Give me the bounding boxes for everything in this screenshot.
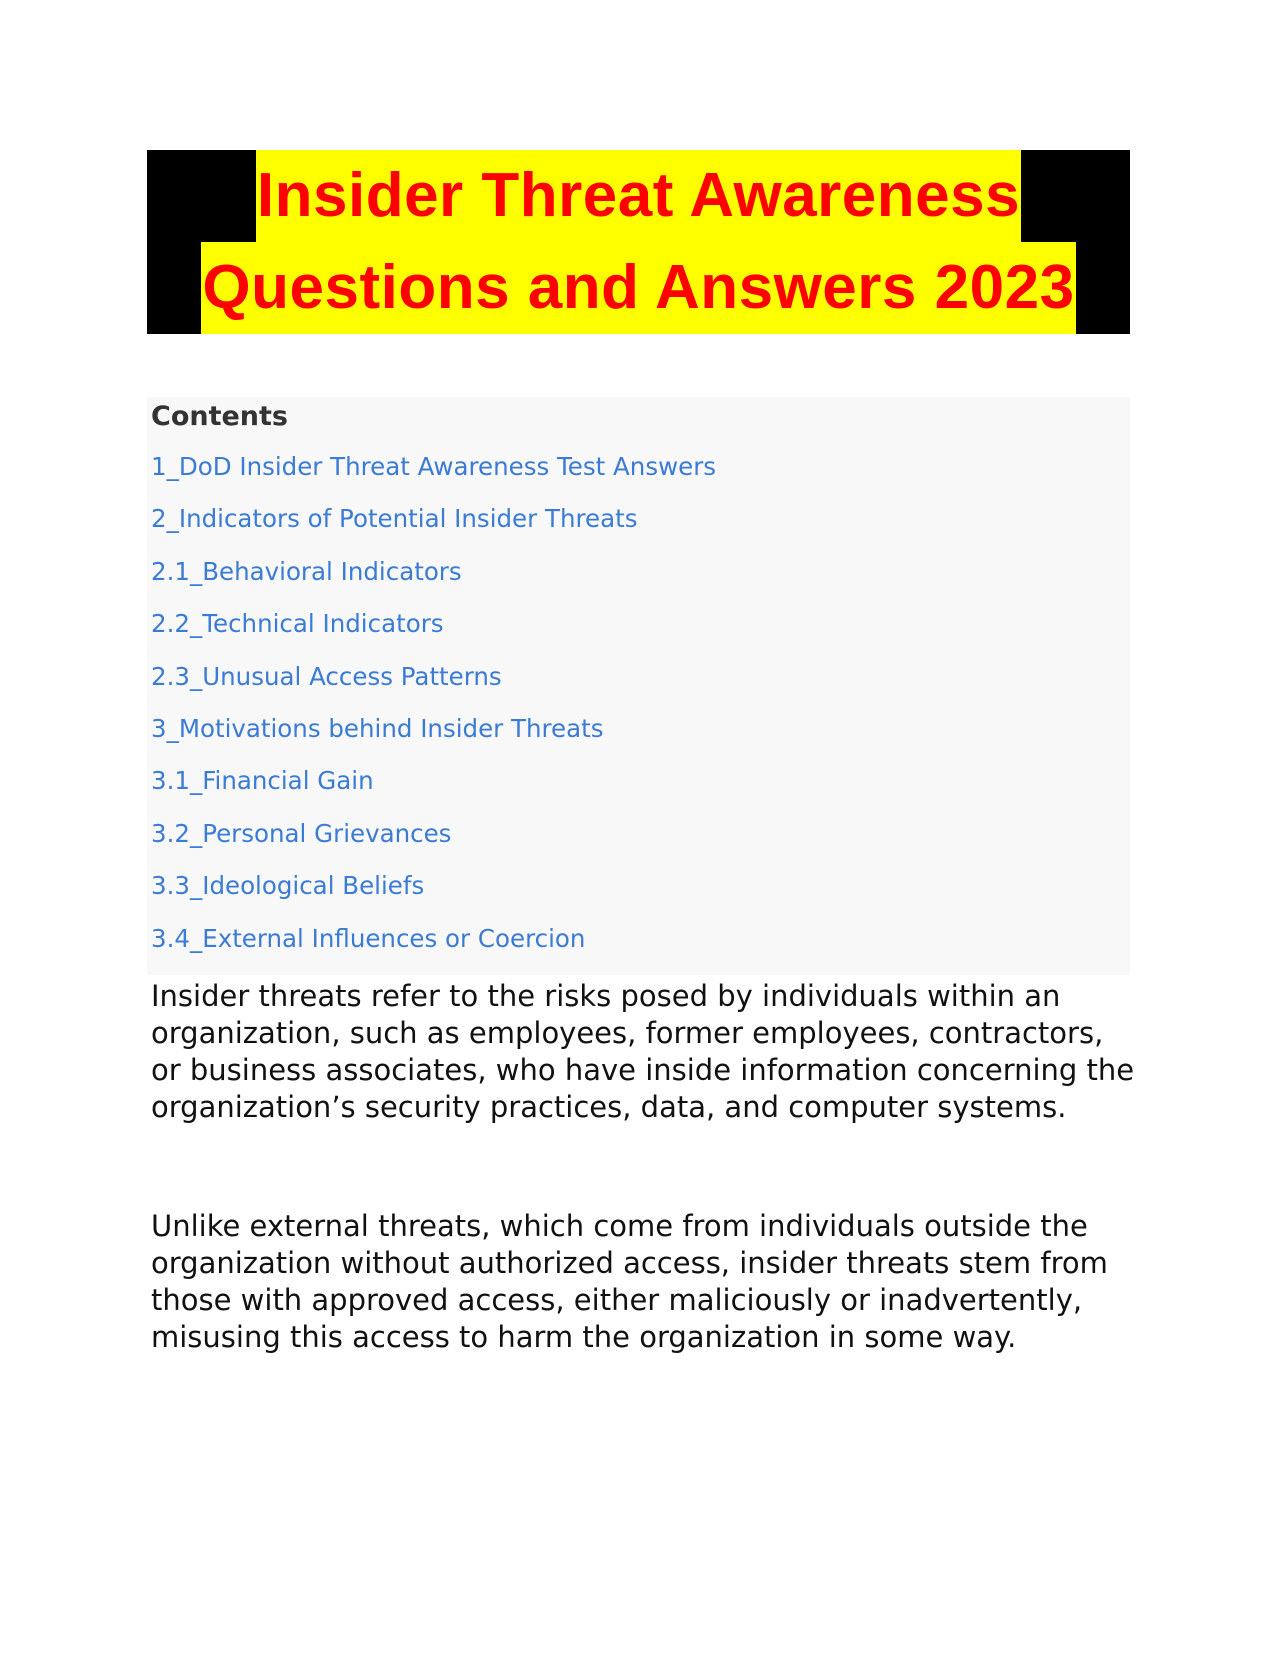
title-line-2 (147, 242, 1130, 334)
title-text-line-1: Insider Threat Awareness (256, 150, 1021, 242)
title-line-1 (147, 150, 1130, 242)
table-of-contents (147, 397, 1130, 975)
toc-link-financial-gain[interactable]: 3.1_Financial Gain (151, 766, 374, 796)
toc-heading: Contents (151, 401, 289, 432)
toc-link-behavioral-indicators[interactable]: 2.1_Behavioral Indicators (151, 556, 462, 586)
toc-list (151, 449, 716, 973)
body-paragraph-1: Insider threats refer to the risks posed by individuals within an organization, such as employees, former employees, contractors, or business associates, who have inside information concerning the organization’s security practices, data, and computer systems. (151, 979, 1135, 1124)
toc-link-ideological-beliefs[interactable]: 3.3_Ideological Beliefs (151, 871, 425, 901)
document-title (147, 150, 1130, 334)
toc-link-unusual-access-patterns[interactable]: 2.3_Unusual Access Patterns (151, 661, 502, 691)
toc-link-external-influences[interactable]: 3.4_External Influences or Coercion (151, 923, 586, 953)
title-text-line-2: Questions and Answers 2023 (201, 242, 1075, 334)
toc-link-motivations[interactable]: 3_Motivations behind Insider Threats (151, 713, 604, 743)
toc-link-personal-grievances[interactable]: 3.2_Personal Grievances (151, 818, 452, 848)
toc-link-dod-test-answers[interactable]: 1_DoD Insider Threat Awareness Test Answers (151, 452, 717, 481)
toc-link-indicators[interactable]: 2_Indicators of Potential Insider Threats (151, 504, 638, 534)
toc-link-technical-indicators[interactable]: 2.2_Technical Indicators (151, 609, 444, 639)
body-paragraph-2: Unlike external threats, which come from individuals outside the organization without authorized access, insider threats stem from those with approved access, either maliciously or inadvertently, misusing this access to harm the organization in some way. (151, 1209, 1108, 1354)
